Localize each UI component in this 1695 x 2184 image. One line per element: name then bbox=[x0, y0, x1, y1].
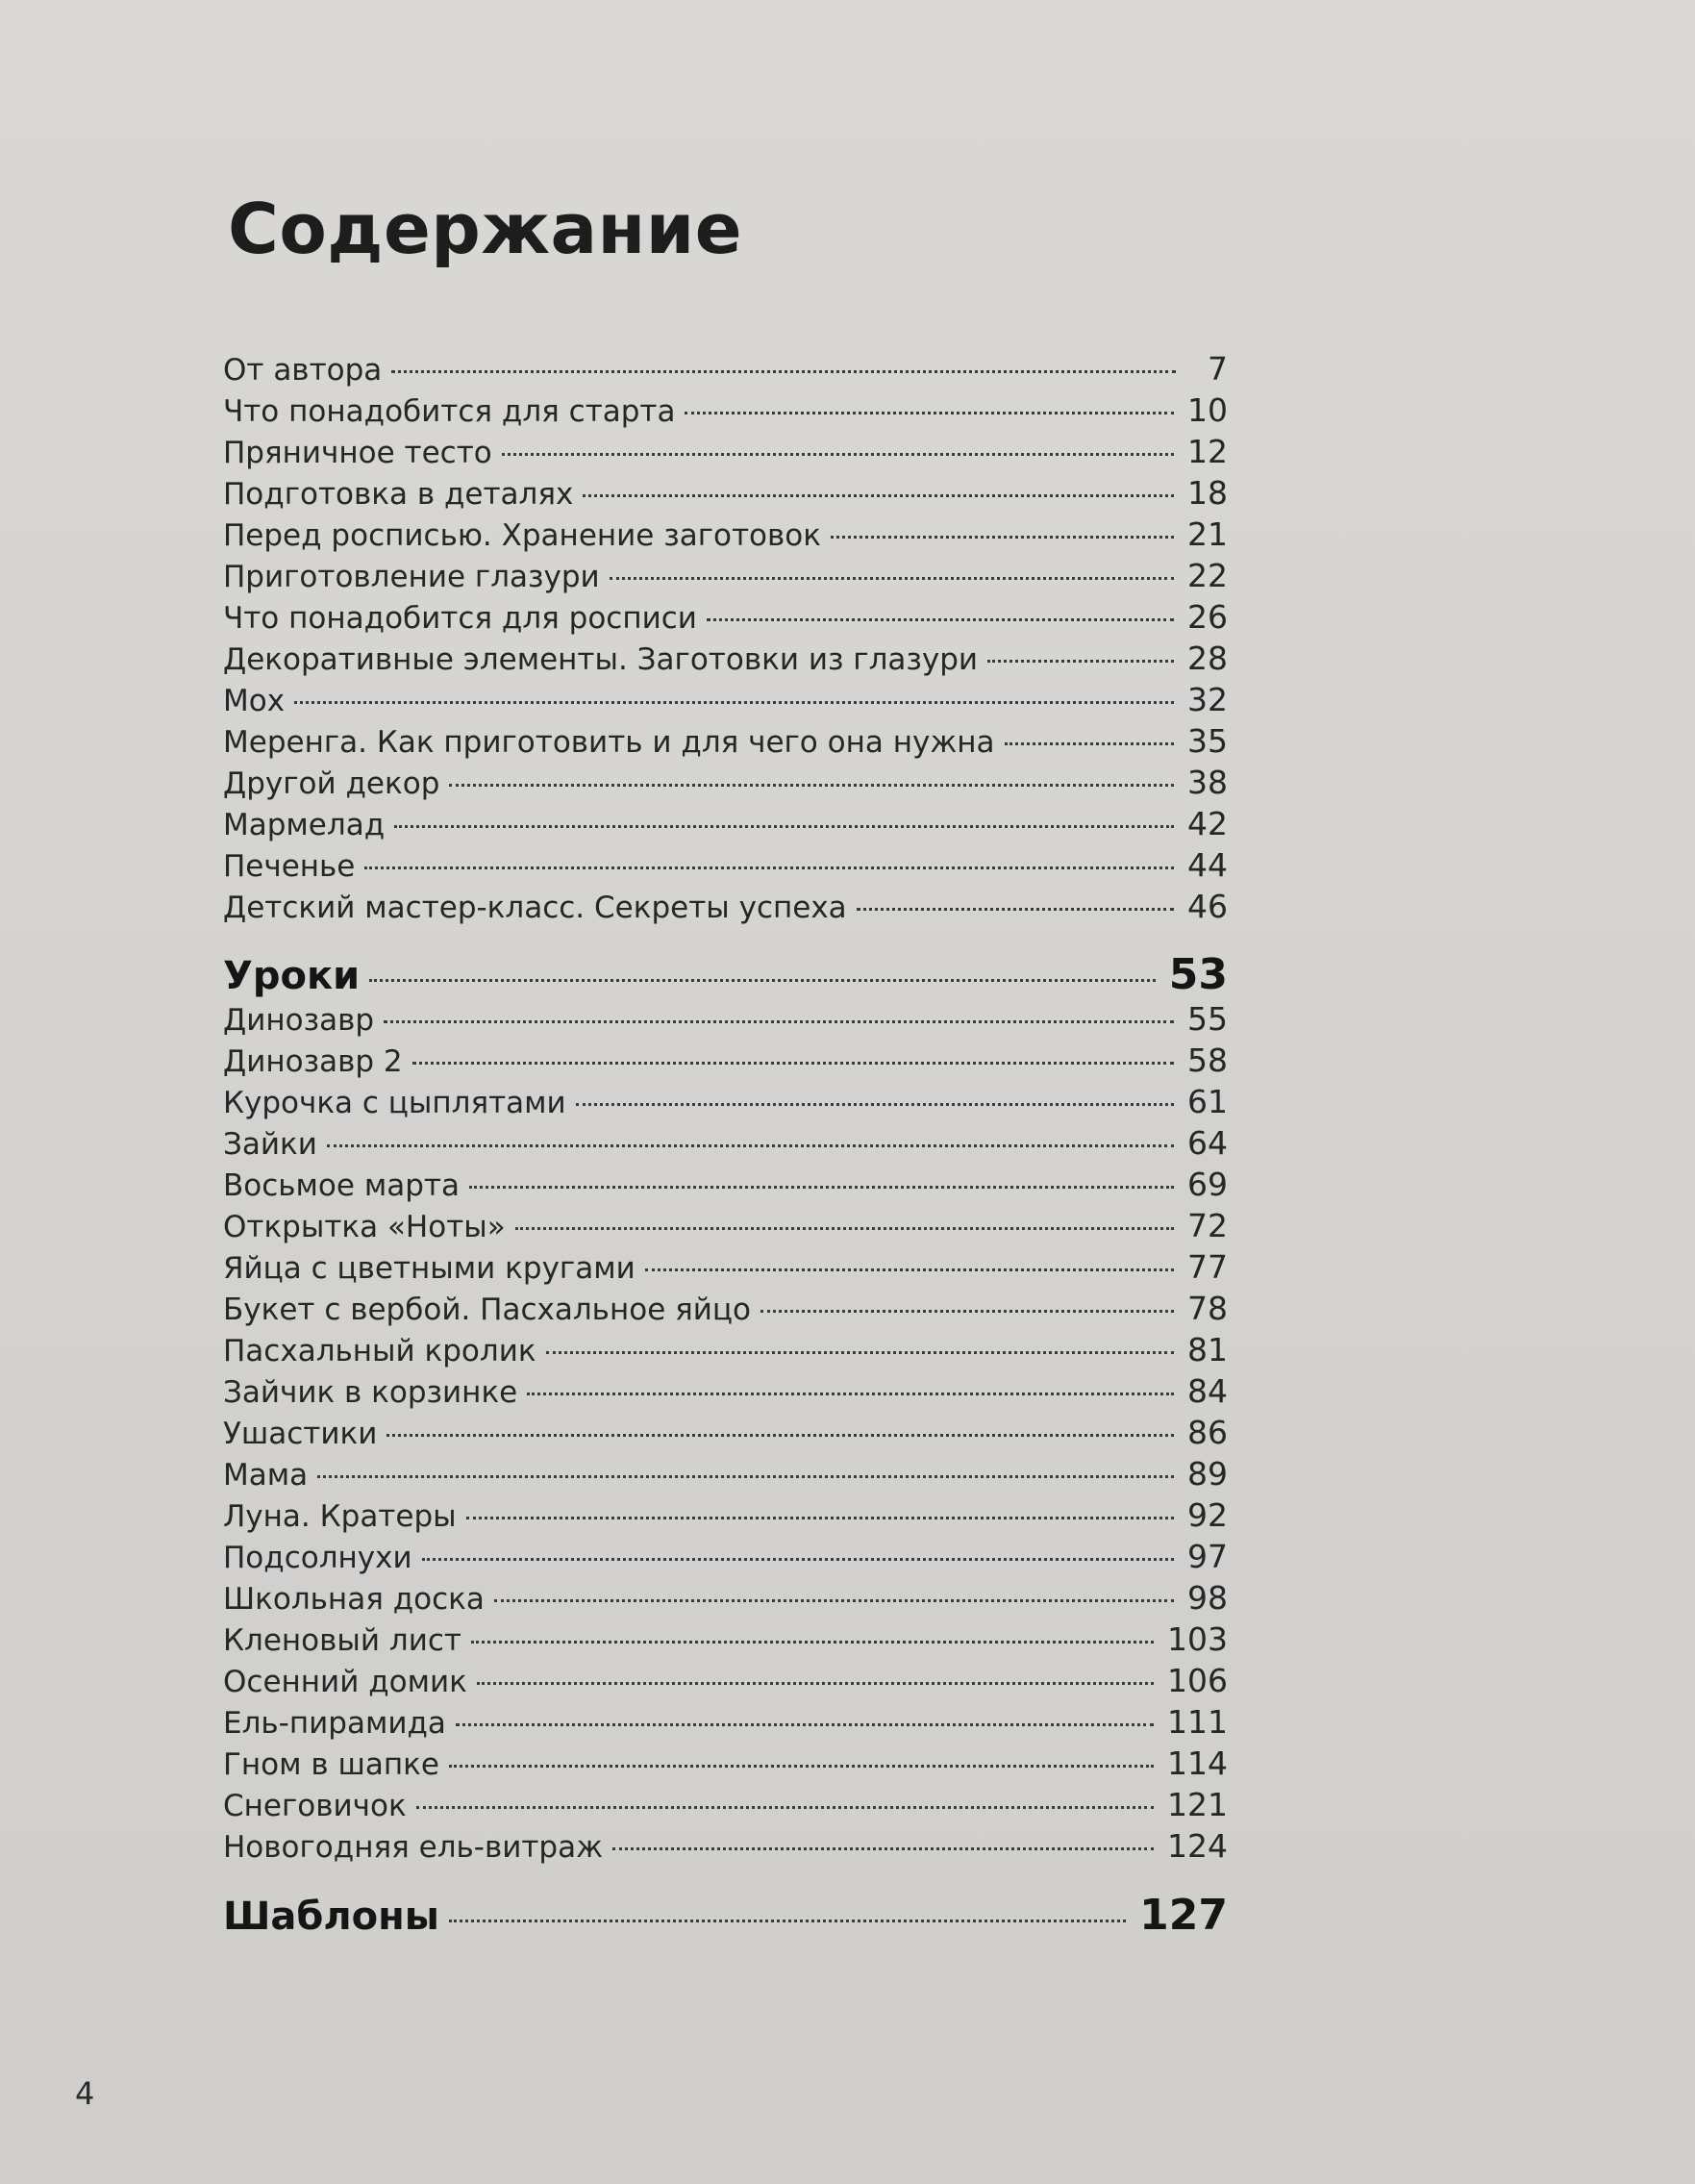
dot-leader bbox=[466, 1517, 1174, 1519]
dot-leader bbox=[494, 1599, 1174, 1602]
toc-entry-title: Динозавр 2 bbox=[223, 1044, 403, 1079]
toc-entry-title: Мармелад bbox=[223, 808, 386, 842]
dot-leader bbox=[449, 1765, 1154, 1768]
toc-entry[interactable] bbox=[223, 1620, 1228, 1662]
toc-entry-title: Ушастики bbox=[223, 1417, 378, 1451]
toc-entry-page: 21 bbox=[1187, 515, 1228, 553]
toc-entry-title: Перед росписью. Хранение заготовок bbox=[223, 518, 821, 553]
toc-entry-page: 42 bbox=[1187, 805, 1228, 842]
dot-leader bbox=[449, 784, 1174, 787]
toc-entry[interactable] bbox=[223, 1538, 1228, 1579]
toc-entry[interactable] bbox=[223, 1414, 1228, 1455]
toc-entry-title: От автора bbox=[223, 353, 383, 388]
toc-entry-page: 124 bbox=[1167, 1827, 1228, 1865]
toc-entry[interactable] bbox=[223, 1124, 1228, 1166]
toc-entry[interactable] bbox=[223, 640, 1228, 681]
toc-entry[interactable] bbox=[223, 433, 1228, 474]
dot-leader bbox=[327, 1144, 1174, 1147]
toc-entry[interactable] bbox=[223, 846, 1228, 888]
toc-entry-page: 103 bbox=[1167, 1620, 1228, 1658]
toc-entry[interactable] bbox=[223, 888, 1228, 929]
toc-entry-page: 55 bbox=[1187, 1000, 1228, 1038]
dot-leader bbox=[394, 825, 1174, 828]
toc-entry[interactable] bbox=[223, 1662, 1228, 1703]
toc-entry[interactable] bbox=[223, 391, 1228, 433]
toc-entry-page: 28 bbox=[1187, 640, 1228, 677]
toc-entry-page: 98 bbox=[1187, 1579, 1228, 1617]
toc-entry-title: Что понадобится для росписи bbox=[223, 601, 697, 636]
toc-entry-page: 81 bbox=[1187, 1331, 1228, 1368]
dot-leader bbox=[685, 412, 1174, 414]
toc-entry[interactable] bbox=[223, 1083, 1228, 1124]
dot-leader bbox=[317, 1475, 1174, 1478]
dot-leader bbox=[987, 660, 1174, 663]
dot-leader bbox=[760, 1310, 1174, 1313]
toc-entry-title: Гном в шапке bbox=[223, 1747, 439, 1782]
toc-entry-title: Восьмое марта bbox=[223, 1168, 460, 1203]
toc-entry-page: 92 bbox=[1187, 1496, 1228, 1534]
dot-leader bbox=[384, 1020, 1174, 1023]
toc-entry[interactable] bbox=[223, 1579, 1228, 1620]
toc-entry[interactable] bbox=[223, 681, 1228, 722]
dot-leader bbox=[707, 618, 1174, 621]
toc-entry[interactable] bbox=[223, 350, 1228, 391]
toc-entry-page: 77 bbox=[1187, 1248, 1228, 1286]
toc-entry-title: Курочка с цыплятами bbox=[223, 1086, 566, 1120]
toc-entry-title: Зайки bbox=[223, 1127, 317, 1162]
toc-entry-page: 46 bbox=[1187, 888, 1228, 925]
toc-entry-page: 7 bbox=[1208, 350, 1228, 388]
toc-entry-title: Приготовление глазури bbox=[223, 560, 600, 594]
toc-entry[interactable] bbox=[223, 1703, 1228, 1745]
dot-leader bbox=[477, 1682, 1154, 1685]
toc-section-templates[interactable] bbox=[223, 1891, 1228, 1945]
toc-entry[interactable] bbox=[223, 1290, 1228, 1331]
toc-entry[interactable] bbox=[223, 1042, 1228, 1083]
toc-entry[interactable] bbox=[223, 764, 1228, 805]
toc-entry-page: 44 bbox=[1187, 846, 1228, 884]
toc-entry-page: 35 bbox=[1187, 722, 1228, 760]
dot-leader bbox=[456, 1723, 1154, 1726]
toc-entry[interactable] bbox=[223, 1496, 1228, 1538]
toc-entry[interactable] bbox=[223, 722, 1228, 764]
dot-leader bbox=[831, 536, 1174, 539]
page-number: 4 bbox=[75, 2075, 95, 2112]
toc-entry-title: Новогодняя ель-витраж bbox=[223, 1830, 604, 1865]
dot-leader bbox=[386, 1434, 1174, 1437]
toc-entry-title: Пасхальный кролик bbox=[223, 1334, 536, 1368]
toc-entry-page: 78 bbox=[1187, 1290, 1228, 1327]
toc-entry[interactable] bbox=[223, 1827, 1228, 1869]
dot-leader bbox=[391, 370, 1176, 373]
dot-leader bbox=[364, 866, 1174, 869]
toc-entry-title: Яйца с цветными кругами bbox=[223, 1251, 636, 1286]
toc-entry[interactable] bbox=[223, 1786, 1228, 1827]
toc-entry-page: 84 bbox=[1187, 1372, 1228, 1410]
toc-entry-page: 10 bbox=[1187, 391, 1228, 429]
page-title: Содержание bbox=[228, 188, 743, 269]
toc-entry[interactable] bbox=[223, 1166, 1228, 1207]
toc-section-title: Шаблоны bbox=[223, 1895, 439, 1939]
toc-entry-page: 72 bbox=[1187, 1207, 1228, 1244]
dot-leader bbox=[645, 1268, 1174, 1271]
toc-entry[interactable] bbox=[223, 474, 1228, 515]
toc-entry-page: 12 bbox=[1187, 433, 1228, 470]
dot-leader bbox=[369, 979, 1156, 982]
toc-entry-page: 111 bbox=[1167, 1703, 1228, 1741]
toc-section-title: Уроки bbox=[223, 954, 361, 998]
dot-leader bbox=[469, 1186, 1174, 1189]
toc-entry-page: 86 bbox=[1187, 1414, 1228, 1451]
dot-leader bbox=[502, 453, 1174, 456]
dot-leader bbox=[294, 701, 1174, 704]
toc-entry-title: Мох bbox=[223, 684, 286, 718]
toc-entry-title: Детский мастер-класс. Секреты успеха bbox=[223, 891, 847, 925]
toc-entry-title: Декоративные элементы. Заготовки из глазури bbox=[223, 642, 979, 677]
toc-entry[interactable] bbox=[223, 557, 1228, 598]
toc-entry-page: 32 bbox=[1187, 681, 1228, 718]
toc-entry-page: 114 bbox=[1167, 1745, 1228, 1782]
dot-leader bbox=[515, 1227, 1174, 1230]
toc-entry[interactable] bbox=[223, 1331, 1228, 1372]
toc-entry-title: Динозавр bbox=[223, 1003, 375, 1038]
toc-entry[interactable] bbox=[223, 1207, 1228, 1248]
toc-entry-page: 89 bbox=[1187, 1455, 1228, 1493]
dot-leader bbox=[449, 1920, 1126, 1922]
dot-leader bbox=[857, 908, 1174, 911]
toc-entry-title: Ель-пирамида bbox=[223, 1706, 446, 1741]
toc-entry[interactable] bbox=[223, 1000, 1228, 1042]
toc-entry-page: 38 bbox=[1187, 764, 1228, 801]
toc-entry[interactable] bbox=[223, 515, 1228, 557]
toc-entry[interactable] bbox=[223, 1372, 1228, 1414]
toc-entry-title: Подготовка в деталях bbox=[223, 477, 574, 512]
toc-entry-page: 58 bbox=[1187, 1042, 1228, 1079]
dot-leader bbox=[422, 1558, 1174, 1561]
toc-entry-title: Кленовый лист bbox=[223, 1623, 461, 1658]
toc-entry-page: 64 bbox=[1187, 1124, 1228, 1162]
toc-entry-title: Что понадобится для старта bbox=[223, 394, 676, 429]
dot-leader bbox=[471, 1641, 1154, 1644]
toc-entry-title: Снеговичок bbox=[223, 1789, 407, 1823]
toc-entry-title: Подсолнухи bbox=[223, 1541, 412, 1575]
toc-entry-title: Букет с вербой. Пасхальное яйцо bbox=[223, 1293, 751, 1327]
toc-entry-page: 97 bbox=[1187, 1538, 1228, 1575]
dot-leader bbox=[583, 494, 1174, 497]
dot-leader bbox=[546, 1351, 1174, 1354]
toc-section-page: 127 bbox=[1139, 1891, 1228, 1940]
toc-entry[interactable] bbox=[223, 1455, 1228, 1496]
dot-leader bbox=[416, 1806, 1154, 1809]
toc-section-page: 53 bbox=[1168, 950, 1228, 999]
dot-leader bbox=[576, 1103, 1174, 1106]
toc-entry-title: Печенье bbox=[223, 849, 356, 884]
toc-entry-title: Мама bbox=[223, 1458, 309, 1493]
toc-entry-title: Меренга. Как приготовить и для чего она нужна bbox=[223, 725, 995, 760]
toc-entry-page: 61 bbox=[1187, 1083, 1228, 1120]
dot-leader bbox=[612, 1847, 1154, 1850]
dot-leader bbox=[1005, 742, 1174, 745]
toc-entry[interactable] bbox=[223, 805, 1228, 846]
dot-leader bbox=[527, 1393, 1174, 1395]
toc-section-lessons[interactable] bbox=[223, 950, 1228, 1004]
toc-entry-page: 22 bbox=[1187, 557, 1228, 594]
toc-entry[interactable] bbox=[223, 1248, 1228, 1290]
dot-leader bbox=[610, 577, 1174, 580]
toc-entry-page: 106 bbox=[1167, 1662, 1228, 1699]
toc-entry-title: Осенний домик bbox=[223, 1665, 467, 1699]
toc-entry-page: 18 bbox=[1187, 474, 1228, 512]
toc-entry-title: Луна. Кратеры bbox=[223, 1499, 457, 1534]
toc-entry-page: 121 bbox=[1167, 1786, 1228, 1823]
toc-entry-title: Зайчик в корзинке bbox=[223, 1375, 518, 1410]
toc-entry-title: Открытка «Ноты» bbox=[223, 1210, 506, 1244]
dot-leader bbox=[412, 1062, 1174, 1065]
toc-entry-title: Пряничное тесто bbox=[223, 436, 492, 470]
toc-entry[interactable] bbox=[223, 598, 1228, 640]
toc-entry-title: Школьная доска bbox=[223, 1582, 485, 1617]
toc-entry[interactable] bbox=[223, 1745, 1228, 1786]
toc-entry-page: 26 bbox=[1187, 598, 1228, 636]
toc-entry-title: Другой декор bbox=[223, 766, 440, 801]
toc-entry-page: 69 bbox=[1187, 1166, 1228, 1203]
